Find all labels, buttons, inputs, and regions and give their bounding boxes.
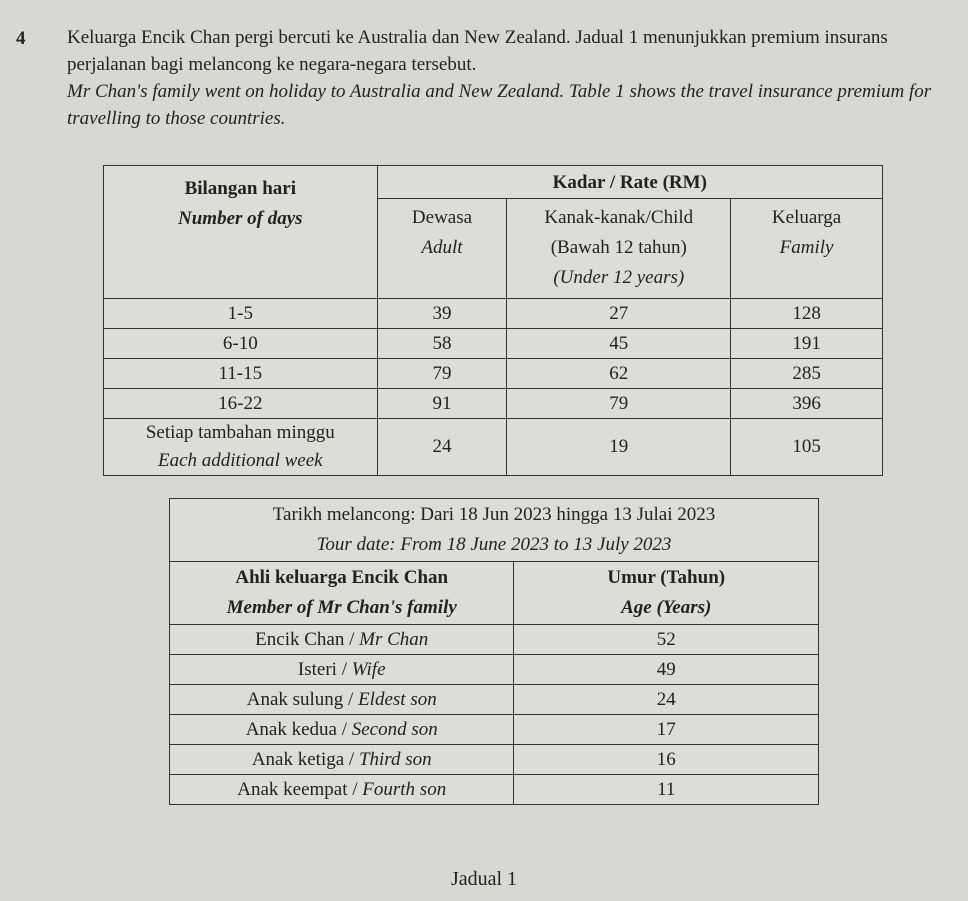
family-members-table — [169, 498, 819, 805]
family-header: Keluarga Family — [731, 199, 883, 299]
table-row: Anak kedua / Second son 17 — [170, 715, 819, 745]
question-text-malay: Keluarga Encik Chan pergi bercuti ke Australia dan New Zealand. Jadual 1 menunjukkan premium insurans perjalanan bagi melancong ke negara-negara tersebut. — [67, 27, 888, 75]
table-row: 6-10 58 45 191 — [104, 329, 883, 359]
tour-date: Tarikh melancong: Dari 18 Jun 2023 hingga 13 Julai 2023 Tour date: From 18 June 2023 to 13 July 2023 — [170, 499, 819, 562]
table-row: Anak sulung / Eldest son 24 — [170, 685, 819, 715]
table-row: Anak ketiga / Third son 16 — [170, 745, 819, 775]
question-number: 4 — [16, 28, 26, 49]
rate-header: Kadar / Rate (RM) — [377, 166, 882, 199]
table-row: Encik Chan / Mr Chan 52 — [170, 625, 819, 655]
table-row: 11-15 79 62 285 — [104, 359, 883, 389]
table-row: Setiap tambahan minggu Each additional week 24 19 105 — [104, 419, 883, 476]
question-text-english: Mr Chan's family went on holiday to Australia and New Zealand. Table 1 shows the travel insurance premium for travelling to those countries. — [67, 81, 932, 129]
question-intro — [67, 24, 947, 132]
child-header: Kanak-kanak/Child (Bawah 12 tahun) (Under 12 years) — [507, 199, 731, 299]
table-row: Anak keempat / Fourth son 11 — [170, 775, 819, 805]
table-row: 1-5 39 27 128 — [104, 299, 883, 329]
table-row: Isteri / Wife 49 — [170, 655, 819, 685]
table-caption: Jadual 1 — [450, 868, 518, 890]
table-row: 16-22 91 79 396 — [104, 389, 883, 419]
age-header: Umur (Tahun) Age (Years) — [514, 562, 819, 625]
insurance-rate-table — [103, 165, 883, 476]
adult-header: Dewasa Adult — [377, 199, 507, 299]
member-header: Ahli keluarga Encik Chan Member of Mr Chan's family — [170, 562, 514, 625]
extra-week-label: Setiap tambahan minggu Each additional week — [104, 419, 378, 476]
days-header: Bilangan hari Number of days — [104, 166, 378, 299]
